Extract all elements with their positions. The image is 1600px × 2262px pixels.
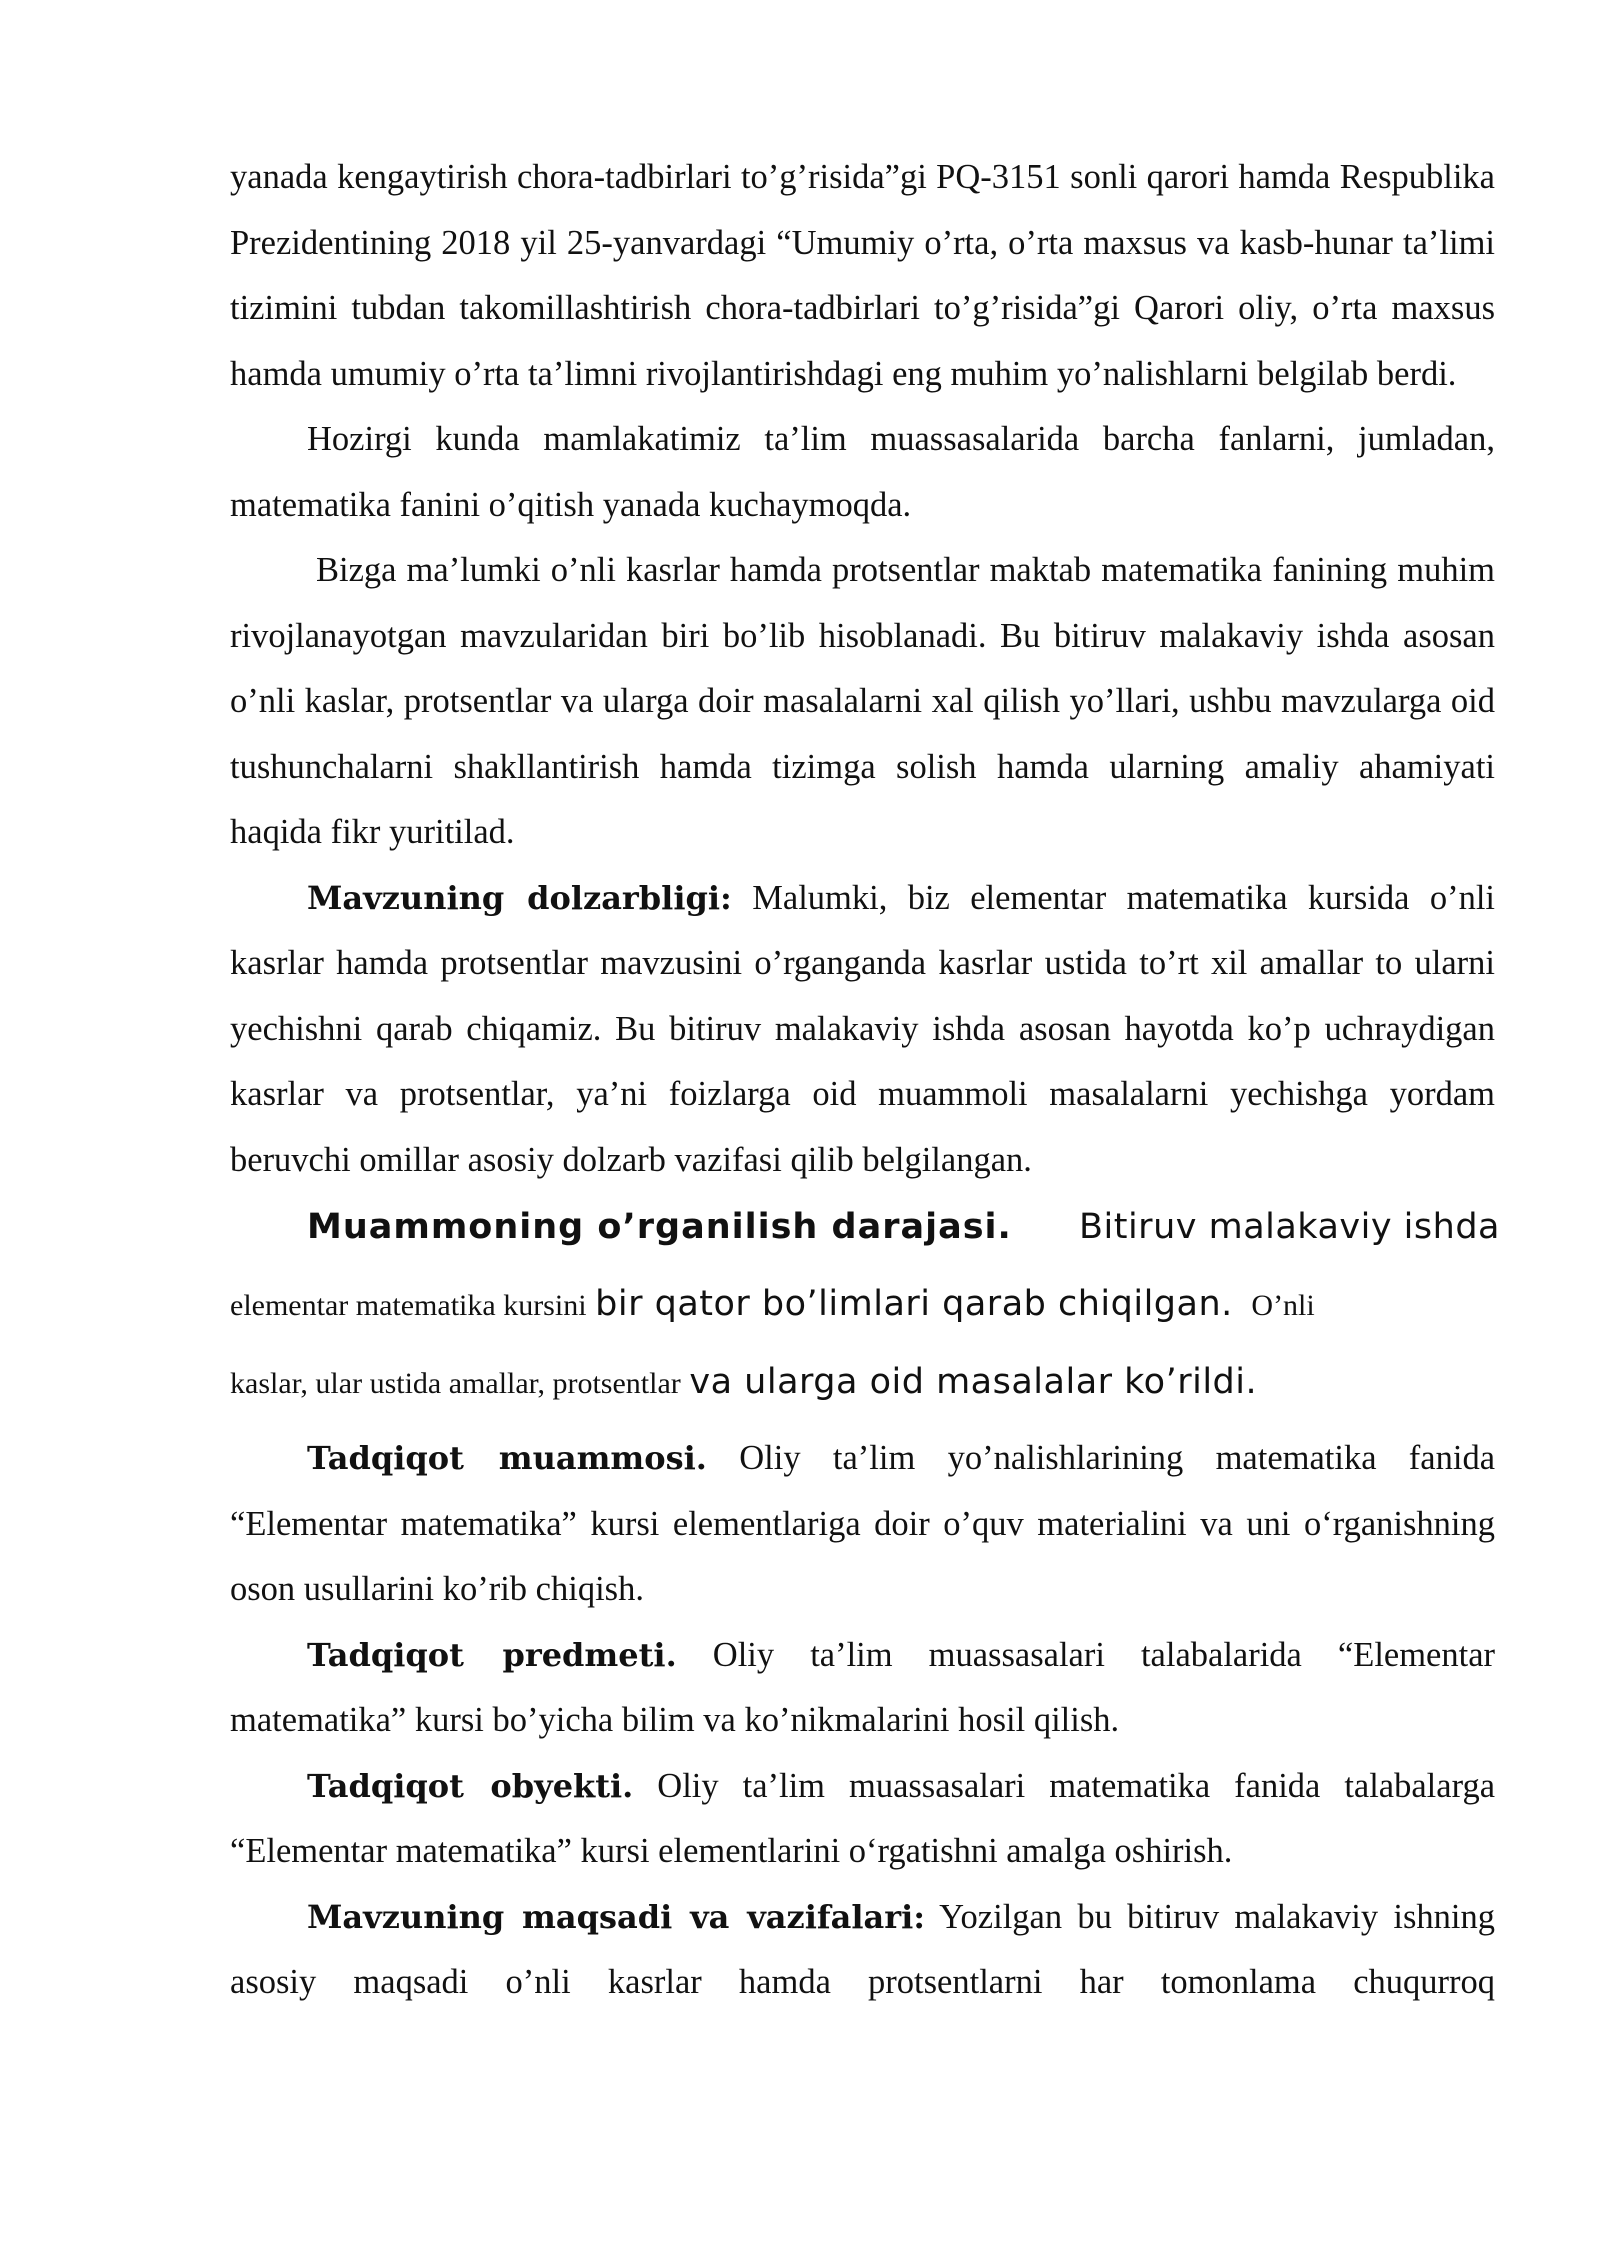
paragraph-research-subject xyxy=(230,1623,1495,1754)
research-problem-text: Oliy ta’lim yo’nalishlarining matematika fanida “Elementar matematika” kursi elementlariga doir o’quv materialini va uni o‘rganishning oson usullarini ko’rib chiqish. xyxy=(230,1439,1496,1608)
study-degree-text-3b: va ularga oid masalalar ko’rildi. xyxy=(689,1362,1258,1402)
research-object-text: Oliy ta’lim muassasalari matematika fanida talabalarga “Elementar matematika” kursi elementlarini o‘rgatishni amalga oshirish. xyxy=(230,1766,1496,1870)
paragraph-study-degree xyxy=(230,1189,1500,1422)
research-subject-text: Oliy ta’lim muassasalari talabalarida “Elementar matematika” kursi bo’yicha bilim va ko’nikmalarini hosil qilish. xyxy=(230,1635,1495,1739)
study-degree-line-1 xyxy=(230,1189,1512,1266)
paragraph-decree-continuation: yanada kengaytirish chora-tadbirlari to’g’risida”gi PQ-3151 sonli qarori hamda Respublika Prezidentining 2018 yil 25-yanvardagi “Umumiy o’rta, o’rta maxsus va kasb-hunar ta’limi tizimini tubdan takomillashtirish chora-tadbirlari to’g’risida”gi Qarori oliy, o’rta maxsus hamda umumiy o’rta ta’limni rivojlantirishdagi eng muhim yo’nalishlarni belgilab berdi. xyxy=(230,158,1495,393)
study-degree-line-2 xyxy=(230,1266,1495,1344)
paragraph-goals xyxy=(230,1885,1495,2016)
study-degree-line-3 xyxy=(230,1344,1495,1422)
goals-text: Yozilgan bu bitiruv malakaviy ishning asosiy maqsadi o’nli kasrlar hamda protsentlarni har tomonlama chuqurroq xyxy=(230,1897,1496,2001)
relevance-heading: Mavzuning dolzarbligi: xyxy=(307,878,732,917)
study-degree-text-3a: kaslar, ular ustida amallar, protsentlar xyxy=(230,1367,681,1400)
paragraph-current-situation: Hozirgi kunda mamlakatimiz ta’lim muassasalarida barcha fanlarni, jumladan, matematika fanini o’qitish yanada kuchaymoqda. xyxy=(230,420,1495,524)
study-degree-text-2b: bir qator bo’limlari qarab chiqilgan. xyxy=(595,1284,1233,1324)
study-degree-heading: Muammoning o’rganilish darajasi. xyxy=(307,1207,1012,1247)
research-object-heading: Tadqiqot obyekti. xyxy=(307,1766,634,1805)
study-degree-text-2a: elementar matematika kursini xyxy=(230,1289,587,1322)
paragraph-topic-intro: Bizga ma’lumki o’nli kasrlar hamda protsentlar maktab matematika fanining muhim rivojlanayotgan mavzularidan biri bo’lib hisoblanadi. Bu bitiruv malakaviy ishda asosan o’nli kaslar, protsentlar va ularga doir masalalarni xal qilish yo’llari, ushbu mavzularga oid tushunchalarni shakllantirish hamda tizimga solish hamda ularning amaliy ahamiyati haqida fikr yuritilad. xyxy=(230,551,1495,851)
relevance-text: Malumki, biz elementar matematika kursida o’nli kasrlar hamda protsentlar mavzusini o’rganganda kasrlar ustida to’rt xil amallar to ularni yechishni qarab chiqamiz. Bu bitiruv malakaviy ishda asosan hayotda ko’p uchraydigan kasrlar va protsentlar, ya’ni foizlarga oid muammoli masalalarni yechishga yordam beruvchi omillar asosiy dolzarb vazifasi qilib belgilangan. xyxy=(230,878,1496,1179)
study-degree-text-2c: O’nli xyxy=(1251,1289,1315,1322)
paragraph-research-object xyxy=(230,1754,1495,1885)
research-subject-heading: Tadqiqot predmeti. xyxy=(307,1635,677,1674)
study-degree-text-1: Bitiruv malakaviy ishda xyxy=(1079,1207,1500,1247)
paragraph-research-problem xyxy=(230,1426,1495,1623)
goals-heading: Mavzuning maqsadi va vazifalari: xyxy=(307,1897,926,1936)
research-problem-heading: Tadqiqot muammosi. xyxy=(307,1439,707,1477)
document-body xyxy=(230,145,1500,2016)
paragraph-relevance xyxy=(230,866,1495,1194)
